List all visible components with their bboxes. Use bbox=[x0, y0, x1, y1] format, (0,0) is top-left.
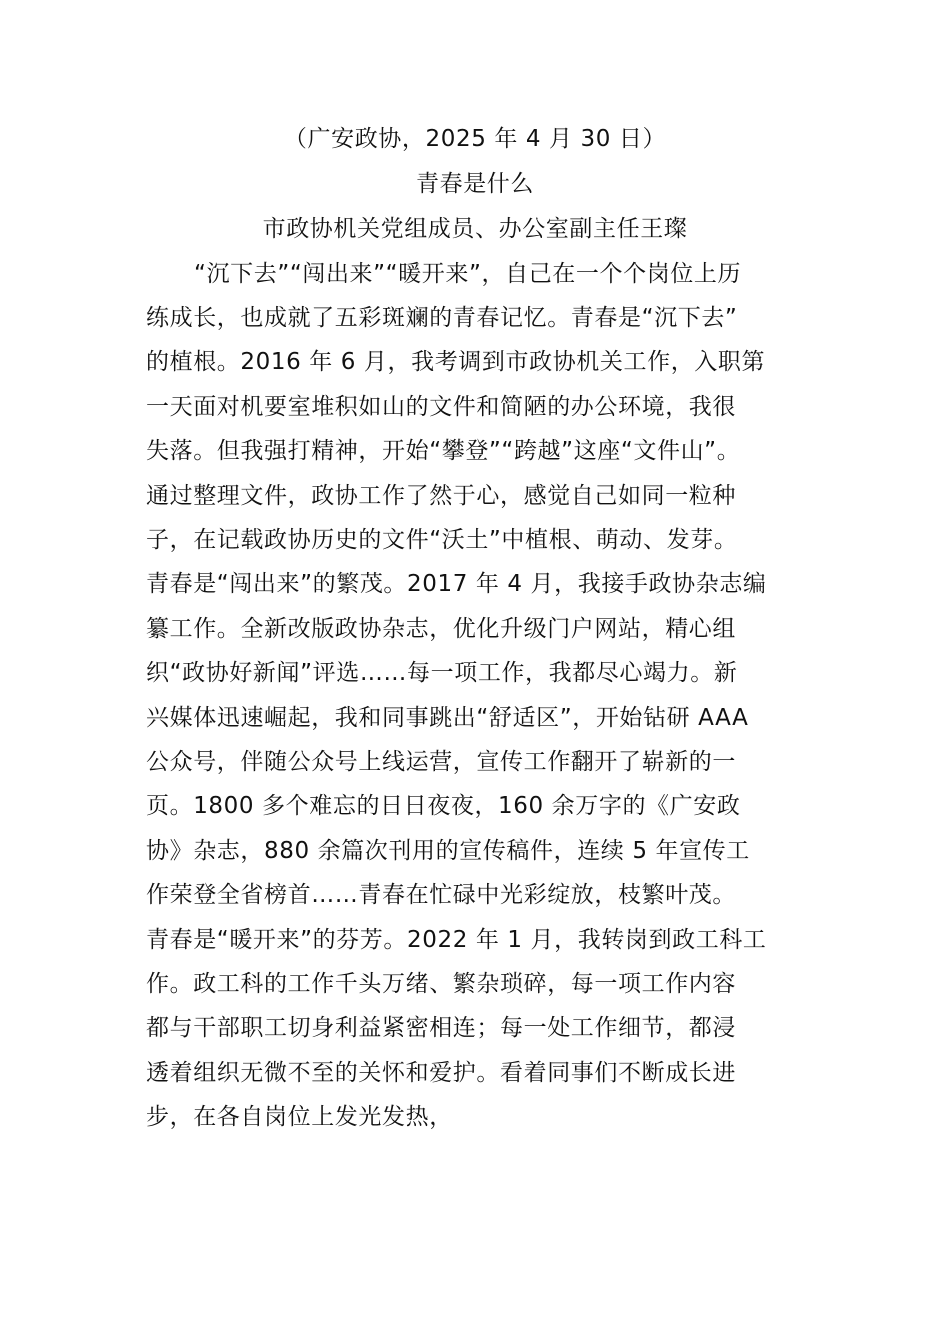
body-line-8: 青春是“闯出来”的繁茂。2017 年 4 月，我接手政协杂志编 bbox=[146, 571, 767, 597]
body-line-6: 通过整理文件，政协工作了然于心，感觉自己如同一粒种 bbox=[146, 483, 736, 509]
body-line-13: 页。1800 多个难忘的日日夜夜，160 余万字的《广安政 bbox=[146, 793, 741, 819]
body-line-14: 协》杂志，880 余篇次刊用的宣传稿件，连续 5 年宣传工 bbox=[146, 838, 750, 864]
body-line-5: 失落。但我强打精神，开始“攀登”“跨越”这座“文件山”。 bbox=[146, 438, 741, 464]
body-line-3: 的植根。2016 年 6 月，我考调到市政协机关工作，入职第 bbox=[146, 349, 766, 375]
body-line-18: 都与干部职工切身利益紧密相连；每一处工作细节，都浸 bbox=[146, 1015, 736, 1041]
body-line-2: 练成长，也成就了五彩斑斓的青春记忆。青春是“沉下去” bbox=[146, 305, 738, 331]
body-line-12: 公众号，伴随公众号上线运营，宣传工作翻开了崭新的一 bbox=[146, 749, 736, 775]
body-line-20: 步，在各自岗位上发光发热， bbox=[146, 1104, 453, 1130]
body-line-19: 透着组织无微不至的关怀和爱护。看着同事们不断成长进 bbox=[146, 1060, 736, 1086]
body-line-11: 兴媒体迅速崛起，我和同事跳出“舒适区”，开始钻研 AAA bbox=[146, 705, 749, 731]
body-line-9: 纂工作。全新改版政协杂志，优化升级门户网站，精心组 bbox=[146, 616, 736, 642]
body-line-10: 织“政协好新闻”评选……每一项工作，我都尽心竭力。新 bbox=[146, 660, 738, 686]
body-line-4: 一天面对机要室堆积如山的文件和简陋的办公环境，我很 bbox=[146, 394, 736, 420]
body-line-15: 作荣登全省榜首……青春在忙碌中光彩绽放，枝繁叶茂。 bbox=[146, 882, 736, 908]
source-line: （广安政协，2025 年 4 月 30 日） bbox=[283, 126, 667, 152]
body-line-17: 作。政工科的工作千头万绪、繁杂琐碎，每一项工作内容 bbox=[146, 971, 736, 997]
body-line-1: “沉下去”“闯出来”“暖开来”，自己在一个个岗位上历 bbox=[194, 261, 742, 287]
body-line-7: 子，在记载政协历史的文件“沃土”中植根、萌动、发芽。 bbox=[146, 527, 738, 553]
article-title: 青春是什么 bbox=[416, 171, 534, 197]
body-line-16: 青春是“暖开来”的芬芳。2022 年 1 月，我转岗到政工科工 bbox=[146, 927, 767, 953]
author-line: 市政协机关党组成员、办公室副主任王璨 bbox=[262, 216, 688, 242]
